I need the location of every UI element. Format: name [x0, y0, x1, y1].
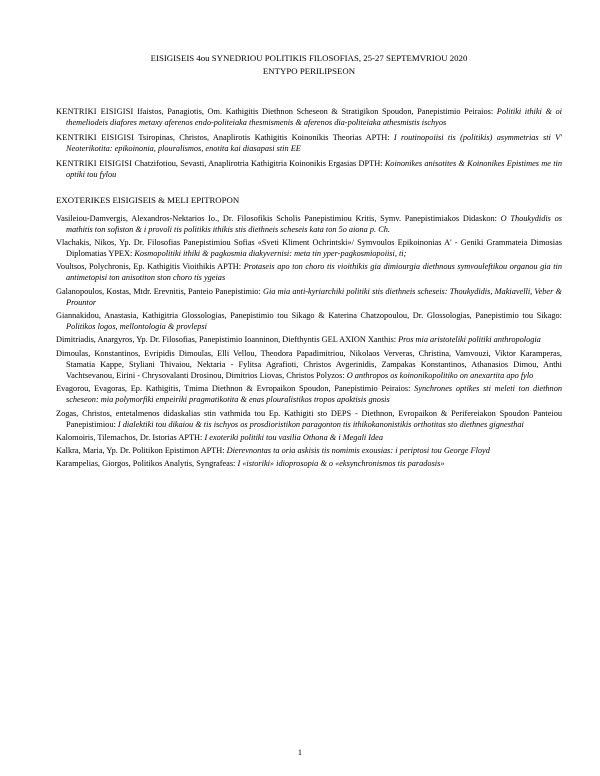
- list-item: [56, 445, 562, 456]
- entry-title: O anthropos os koinonikopolitiko on anexartita apo fylo: [346, 370, 534, 380]
- list-item: [56, 458, 562, 469]
- keynote-author: Tsiropinas, Christos, Anaplirotis Kathigitis Koinonikis Theorias APTH:: [134, 132, 394, 142]
- entry-author: Voultsos, Polychronis, Ep. Kathigitis Vioithikis APTH:: [56, 262, 244, 272]
- list-item: [56, 261, 562, 283]
- entry-author: Galanopoulos, Kostas, Mtdr. Erevnitis, Panteio Panepistimio:: [56, 286, 263, 296]
- list-item: [56, 213, 562, 235]
- document-header: [56, 52, 562, 78]
- entry-title: I exoteriki politiki tou vasilia Othona & i Megali Idea: [204, 432, 384, 442]
- entry-author: Vasileiou-Damvergis, Alexandros-Nektarios Io., Dr. Filosofikis Scholis Panepistimiou Kritis, Symv. Panepistimiakos Didaskon:: [56, 213, 501, 223]
- keynote-title: I routinopoiisi tis (politikis) asymmetrias sti V' Neoterikotita: epikoinonia, plouralismos, enotita kai diasapasi stin EE: [66, 132, 562, 154]
- list-item: [56, 383, 562, 405]
- entry-author: Evagorou, Evagoras, Ep. Kathigitis, Tmima Diethnon & Evropaikon Spoudon, Panepistimio Peiraios:: [56, 384, 415, 394]
- entry-title: Pros mia aristoteliki politiki anthropologia: [398, 335, 541, 345]
- list-item: [56, 408, 562, 430]
- keynote-entry: [56, 132, 562, 154]
- entry-author: Dimoulas, Konstantinos, Evripidis Dimoulas, Elli Vellou, Theodora Papadimitriou, Nikolaos Ververas, Christina, Vamvouzi, Viktor Karamperas, Stamatia Kappe, Styliani Thivaiou, Nektaria - Fylitsa Agrafioti, Christos Avgerinidis, Zampakas Konstantinos, Athanasios Dimou, Anthi Vachtsevanou, Eirini - Chrysovalanti Drosinou, Dimitrios Liovas, Christos Polyzos:: [56, 348, 562, 380]
- entry-title: O Thoukydidis os mathitis ton sofiston & i provoli tis politikis ithikis stis diethneis scheseis kata ton 5o aiona p. Ch.: [66, 213, 562, 234]
- keynote-tag: KENTRIKI EISIGISI: [56, 132, 135, 142]
- header-line-2: ENTYPO PERILIPSEON: [262, 65, 356, 76]
- entry-list: [56, 213, 562, 470]
- keynote-entry: [56, 106, 562, 128]
- keynote-title: Koinonikes anisotites & Koinonikes Epistimes me tin optiki tou fylou: [66, 159, 562, 180]
- entry-title: Politikos logos, mellontologia & provlepsi: [66, 322, 207, 332]
- keynote-tag: KENTRIKI EISIGISI: [56, 106, 134, 116]
- entry-author: Giannakidou, Anastasia, Kathigitria Glossologias, Panepistimio tou Sikago & Katerina Chatzopoulou, Dr. Glossologias, Panepistimio tou Sikago:: [56, 311, 562, 320]
- entry-title: Synchrones optikes sti meleti ton diethnon scheseon: mia polymorfiki empeiriki pragmatikotita & enas plouralistikos tropos apoktisis gnosis: [66, 384, 562, 405]
- keynote-author: Ifaistos, Panagiotis, Om. Kathigitis Diethnon Scheseon & Stratigikon Spoudon, Panepistimio Peiraios:: [133, 106, 497, 116]
- entry-author: Dimitriadis, Anargyros, Yp. Dr. Filosofias, Panepistimio Ioanninon, Diefthyntis GEL AXION Xanthis:: [56, 335, 399, 345]
- entry-author: Kalkra, Maria, Yp. Dr. Politikon Epistimon APTH:: [56, 446, 227, 456]
- keynote-list: [56, 106, 562, 181]
- entry-author: Kalomoiris, Tilemachos, Dr. Istorias APTH:: [56, 432, 205, 442]
- entry-author: Karampelias, Giorgos, Politikos Analytis, Syngrafeas:: [56, 459, 238, 469]
- list-item: [56, 334, 562, 345]
- page-number: 1: [297, 748, 303, 757]
- list-item: [56, 310, 562, 332]
- entry-author: Vlachakis, Nikos, Yp. Dr. Filosofias Panepistimiou Sofias «Sveti Kliment Ochrintski»/ Symvoulos Epikoinonias A' - Geniki Grammateia Dimosias Diplomatias YPEX:: [56, 237, 562, 259]
- list-item: [56, 348, 562, 382]
- header-line-1: EISIGISEIS 4ou SYNEDRIOU POLITIKIS FILOSOFIAS, 25-27 SEPTEMVRIOU 2020: [150, 53, 468, 63]
- keynote-title: Politiki ithiki & oi themeliodeis diafores metaxy aferenos endo-politeiaka thesmismenis & aferenos dia-politeiaka athesmistis ischyos: [66, 106, 562, 127]
- entry-title: Gia mia anti-kyriarchiki politiki stis diethneis scheseis: Thoukydidis, Makiavelli, Veber & Prountor: [66, 286, 563, 307]
- keynote-entry: [56, 158, 562, 180]
- entry-title: I «istoriki» idioprosopia & o «eksynchronismos tis paradosis»: [237, 459, 445, 469]
- keynote-tag: KENTRIKI EISIGISI: [56, 159, 133, 169]
- keynote-author: Chatzifotiou, Sevasti, Anaplirotria Kathigitria Koinonikis Ergasias DPTH:: [132, 159, 385, 169]
- list-item: [56, 432, 562, 443]
- section-title: EXOTERIKES EISIGISEIS & MELI EPITROPON: [56, 194, 240, 205]
- list-item: [56, 286, 562, 308]
- entry-title: I dialektiki tou dikaiou & tis ischyos os prosdioristikon paragonton tis ithikokanonistikis orthotitas sto diethnes gignesthai: [117, 419, 524, 429]
- entry-author: Zogas, Christos, entetalmenos didaskalias stin vathmida tou Ep. Kathigiti sto DEPS - Diethnon, Evropaikon & Perifereiakon Spoudon Panteiou Panepistimiou:: [56, 408, 562, 429]
- entry-title: Kosmopolitiki ithiki & pagkosmia diakyvernisi: meta tin yper-pagkosmiopoiisi, ti;: [134, 249, 407, 259]
- entry-title: Dierevnontas ta oria askisis tis nomimis exousias: i periptosi tou George Floyd: [226, 446, 490, 456]
- entry-title: Protaseis apo ton choro tis vioithikis gia dimiourgia diethnous symvouleftikou organou gia tin antimetopisi ton anisotiton ston choro tis ygeias: [66, 262, 562, 283]
- list-item: [56, 237, 562, 259]
